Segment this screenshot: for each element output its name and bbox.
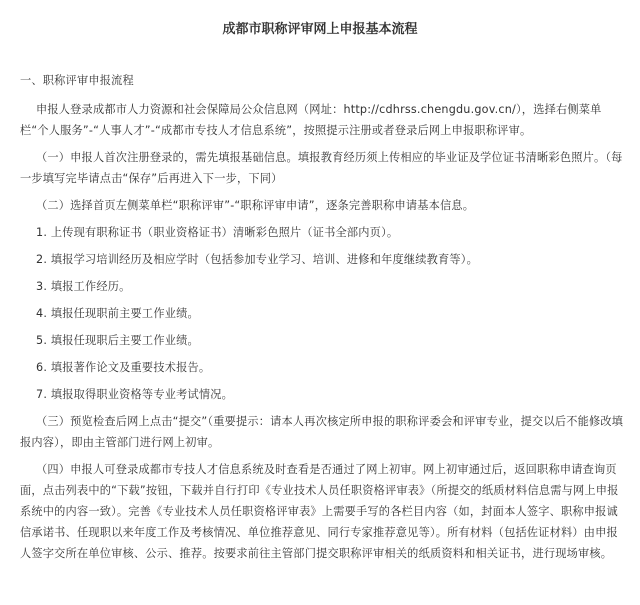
list-item: 7. 填报取得职业资格等专业考试情况。: [36, 388, 234, 401]
list-item: 5. 填报任现职后主要工作业绩。: [36, 334, 199, 347]
page-title: 成都市职称评审网上申报基本流程: [222, 22, 418, 37]
step-1-paragraph: （一）申报人首次注册登录的，需先填报基础信息。填报教育经历须上传相应的毕业证及学位证书清晰彩色照片。（每一步填写完毕请点击“保存”后再进入下一步，下同）: [20, 151, 623, 185]
list-item: 3. 填报工作经历。: [36, 280, 131, 293]
list-item: 6. 填报著作论文及重要技术报告。: [36, 361, 211, 374]
document-body: [20, 70, 628, 570]
list-item: 2. 填报学习培训经历及相应学时（包括参加专业学习、培训、进修和年度继续教育等）。: [36, 253, 478, 266]
step-4-paragraph: （四）申报人可登录成都市专技人才信息系统及时查看是否通过了网上初审。网上初审通过后，返回职称申请查询页面，点击列表中的“下载”按钮，下载并自行打印《专业技术人员任职资格评审表》（所提交的纸质材料信息需与网上申报系统中的内容一致）。完善《专业技术人员任职资格评审表》上需要手写的各栏目内容（如，封面本人签字、职称申报诚信承诺书、任现职以来年度工作及考核情况、单位推荐意见、同行专家推荐意见等）。所有材料（包括佐证材料）由申报人签字交所在单位审核、公示、推荐。按要求前往主管部门提交职称评审相关的纸质资料和相关证书，进行现场审核。: [20, 463, 619, 560]
step-2-paragraph: （二）选择首页左侧菜单栏“职称评审”-“职称评审申请”，逐条完善职称申请基本信息。: [36, 199, 475, 212]
list-item: 1. 上传现有职称证书（职业资格证书）清晰彩色照片（证书全部内页）。: [36, 226, 399, 239]
list-item: 4. 填报任现职前主要工作业绩。: [36, 307, 199, 320]
section-heading: 一、职称评审申报流程: [20, 74, 134, 87]
step-3-paragraph: （三）预览检查后网上点击“提交”（重要提示：请本人再次核定所申报的职称评委会和评审专业，提交以后不能修改填报内容），即由主管部门进行网上初审。: [20, 415, 624, 449]
intro-paragraph: 申报人登录成都市人力资源和社会保障局公众信息网（网址：http://cdhrss.chengdu.gov.cn/），选择右侧菜单栏“个人服务”-“人事人才”-“成都市专技人才信息系统”，按照提示注册或者登录后网上申报职称评审。: [20, 103, 602, 137]
